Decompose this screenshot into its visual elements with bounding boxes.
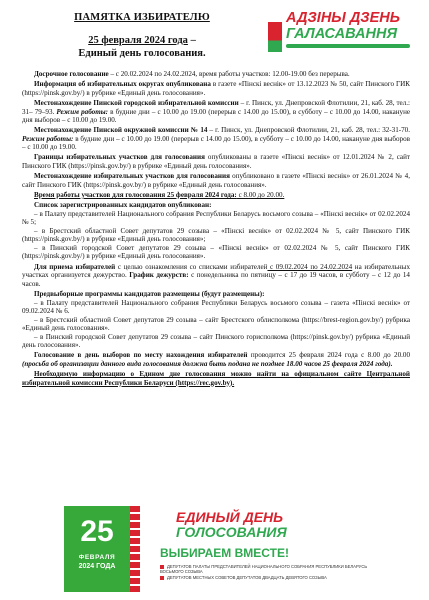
banner-year: 2024 ГОДА [78, 563, 116, 570]
page-title: ПАМЯТКА ИЗБИРАТЕЛЮ [74, 12, 210, 23]
banner-day: 25 [80, 515, 114, 548]
banner-date-block [64, 506, 130, 592]
banner-list-item: ДЕПУТАТОВ МЕСТНЫХ СОВЕТОВ ДЕПУТАТОВ ДВАДЦАТЬ ДЕВЯТОГО СОЗЫВА [160, 575, 390, 580]
candidates-item: – в Пинский городской Совет депутатов 29 созыва – «Пiнскi веснiк» от 02.02.2024 № 5, сайт Пинского ГИК (https://pinsk.gov.by/) в рубрике «Единый день голосования». [22, 244, 410, 261]
election-banner [64, 506, 394, 592]
voting-hours-paragraph: Время работы участков для голосования 25 февраля 2024 года: с 8.00 до 20.00. [34, 190, 285, 199]
header-titles [22, 12, 262, 59]
election-logo [268, 8, 414, 54]
header [22, 8, 414, 70]
district-commission-paragraph: Местонахождение Пинской окружной комиссии № 14 – г. Пинск, ул. Днепровской Флотилии, 21, каб. 28, тел.: 32-31-70. Режим работы: в будние дни – с 10.00 до 19.00 (перерыв с 14.00 до 15.00), в субботу – с 10.00 до 14.00, накануне дня выборов – с 10.00 до 19.00. [22, 126, 410, 151]
location-paragraph: Местонахождение избирательных участков для голосования опубликовано в газете «Пiнскi веснiк» от 26.01.2024 № 4, сайт Пинского ГИК (https://pinsk.gov.by/) в рубрике «Единый день голосования». [22, 172, 410, 189]
early-voting-paragraph: Досрочное голосование – с 20.02.2024 по 24.02.2024, время работы участков: 12.00-19.00 без перерыва. [34, 70, 350, 78]
memo-body [22, 70, 410, 389]
borders-paragraph: Границы избирательных участков для голосования опубликованы в газете «Пiнскi веснiк» от 12.01.2024 № 2, сайт Пинского ГИК (https://pinsk.gov.by/) в рубрике «Единый день голосования». [22, 153, 410, 170]
candidates-heading: Список зарегистрированных кандидатов опубликован: [34, 201, 212, 210]
election-date: 25 февраля 2024 года – [88, 35, 196, 46]
districts-paragraph: Информация об избирательных округах опубликована в газете «Пiнскi веснiк» от 13.12.2023 № 50, сайт Пинского ГИК (https://pinsk.gov.by/) в рубрике «Единый день голосования». [22, 80, 410, 97]
programs-heading: Предвыборные программы кандидатов размещены (будут размещены): [34, 289, 265, 298]
page-subtitle: Единый день голосования. [78, 48, 206, 59]
home-voting-paragraph: Голосование в день выборов по месту нахождения избирателей проводится 25 февраля 2024 года с 8.00 до 20.00 (просьба об организации данного вида голосования должна быть подана не позднее 18.00 часов 25 февраля 2024 года). [22, 351, 410, 368]
programs-item: – в Брестский областной Совет депутатов 29 созыва – сайт Брестского облисполкома (https://brest-region.gov.by/) рубрика «Единый день голосования». [22, 315, 410, 332]
candidates-item: – в Брестский областной Совет депутатов 29 созыва – «Пiнскi веснiк» от 02.02.2024 № 5, сайт Пинского ГИК (https://pinsk.gov.by/) в рубрике «Единый день голосования»; [22, 227, 410, 244]
footer-note: Необходимую информацию о Едином дне голосования можно найти на официальном сайте Центральной избирательной комиссии Республики Беларуси (https://rec.gov.by). [22, 370, 410, 387]
banner-slogan: ВЫБИРАЕМ ВМЕСТЕ! [160, 546, 289, 560]
programs-item: – в Палату представителей Национального собрания Республики Беларусь восьмого созыва – газета «Пiнскi веснiк» от 09.02.2024 № 6. [22, 298, 410, 315]
banner-list-item: ДЕПУТАТОВ ПАЛАТЫ ПРЕДСТАВИТЕЛЕЙ НАЦИОНАЛЬНОГО СОБРАНИЯ РЕСПУБЛИКИ БЕЛАРУСЬ ВОСЬМОГО СОЗЫВА [160, 564, 368, 574]
banner-logo: ЕДИНЫЙ ДЕНЬ ГОЛОСОВАНИЯ [176, 509, 287, 540]
bullet-icon [160, 576, 164, 580]
banner-month: ФЕВРАЛЯ [78, 554, 116, 561]
programs-item: – в Пинский городской Совет депутатов 29 созыва – сайт Пинского горисполкома (https://pinsk.gov.by/) рубрика «Единый день голосования». [22, 332, 410, 349]
city-commission-paragraph: Местонахождение Пинской городской избирательной комиссии – г. Пинск, ул. Днепровской Флотилии, 21, каб. 28, тел.: 31– 79–93. Режим работы: в будние дни – с 10.00 до 19.00 (перерыв с 14.00 до 15.00), в субботу – с 10.00 до 14.00, накануне дня выборов – с 10.00 до 19.00. [22, 99, 411, 124]
voter-lists-paragraph: Для приема избирателей с целью ознакомления со списками избирателей с 09.02.2024 по 24.02.2024 на избирательных участках организуется дежурство. График дежурств: с понедельника по пятницу – с 17 до 19 часов, в субботу – с 12 до 14 часов. [22, 262, 410, 288]
logo-text: АДЗІНЫ ДЗЕНЬ ГАЛАСАВАННЯ [286, 10, 401, 42]
candidates-item: – в Палату представителей Национального собрания Республики Беларусь восьмого созыва – «Пiнскi веснiк» от 02.02.2024 № 5; [22, 210, 410, 227]
logo-underline [286, 44, 410, 48]
flag-ribbon-icon [268, 22, 282, 52]
banner-content [146, 510, 392, 590]
ornament-strip [130, 506, 140, 592]
banner-list [160, 564, 390, 581]
